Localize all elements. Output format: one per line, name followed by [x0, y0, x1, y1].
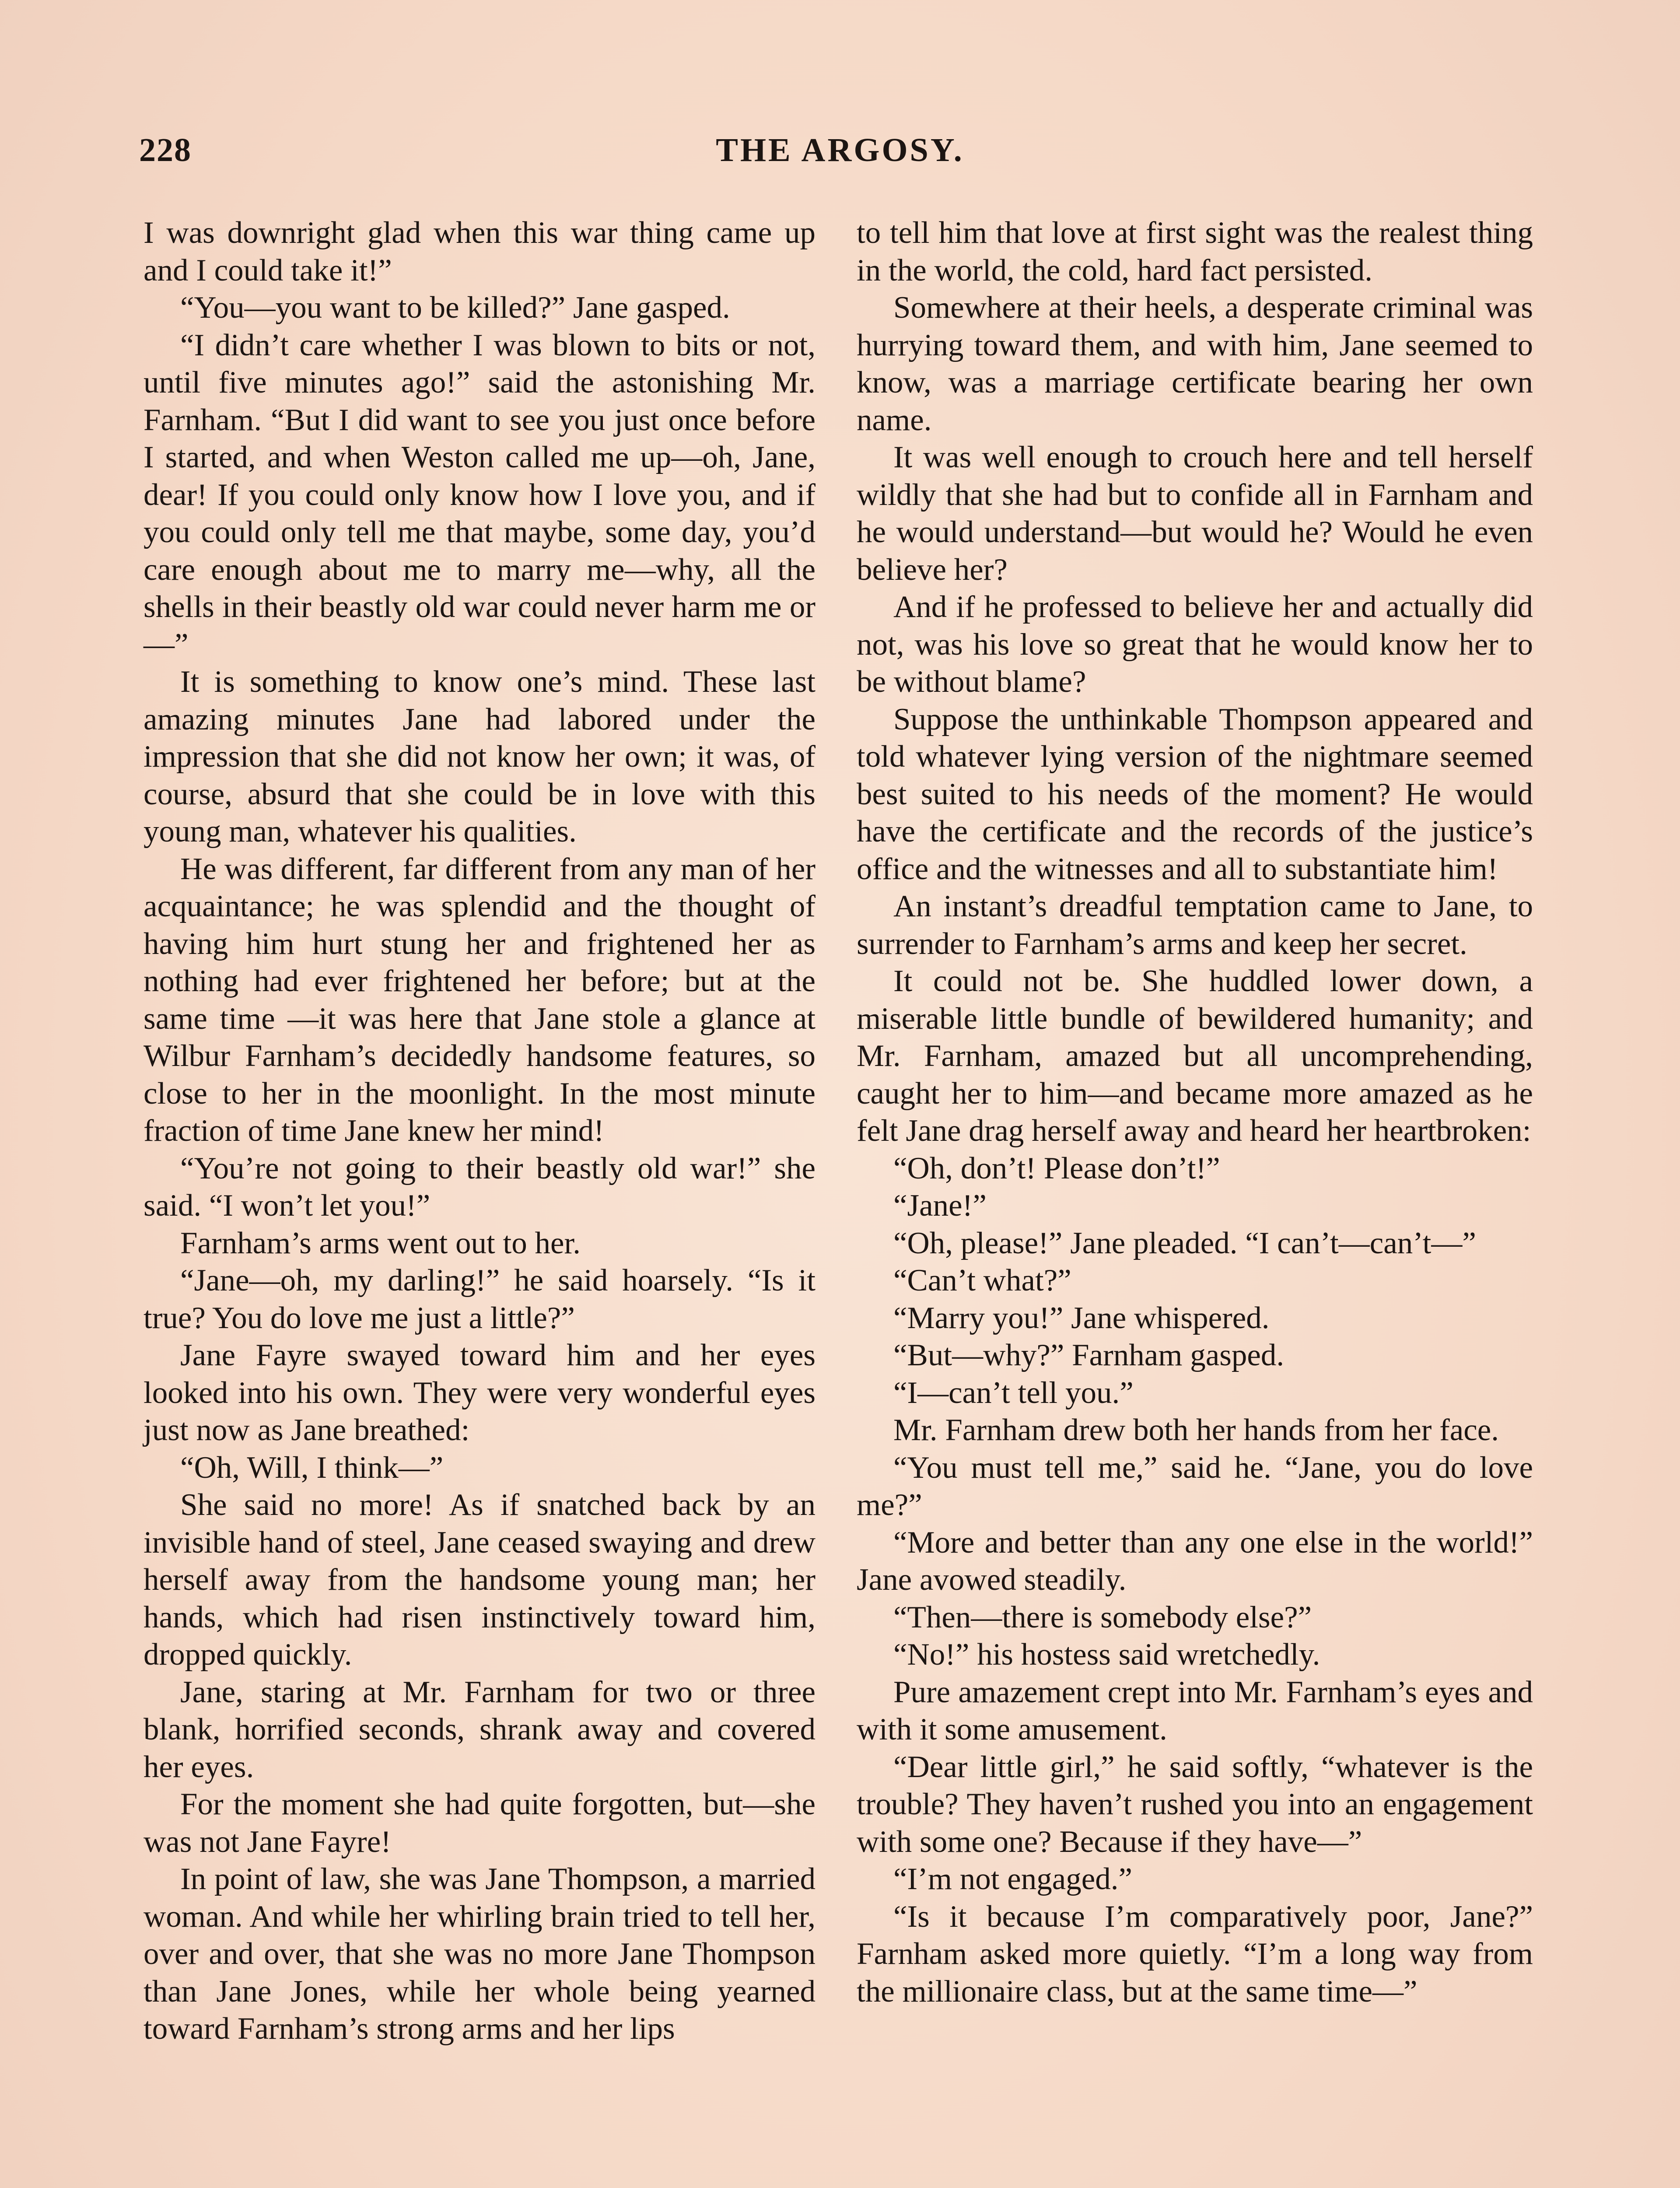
paragraph: It was well enough to crouch here and tell herself wildly that she had but to confide all in Farnham and he would understand—but would he? Would he even believe her?	[857, 440, 1533, 587]
right-text-column	[857, 214, 1533, 2010]
paragraph: “Jane!”	[893, 1189, 987, 1223]
paragraph: He was different, far different from any man of her acquaintance; he was splendid and the thought of having him hurt stung her and frightened her as nothing had ever frightened her before; but at the same time —it was here that Jane stole a glance at Wilbur Farnham’s decidedly handsome features, so close to her in the moonlight. In the most minute fraction of time Jane knew her mind!	[144, 852, 816, 1148]
paragraph: “Then—there is somebody else?”	[893, 1600, 1312, 1634]
paragraph: “Oh, Will, I think—”	[180, 1450, 444, 1485]
left-text-column	[144, 214, 816, 2048]
paragraph: “You’re not going to their beastly old war!” she said. “I won’t let you!”	[144, 1151, 816, 1223]
paragraph: “You must tell me,” said he. “Jane, you do love me?”	[857, 1450, 1533, 1522]
paragraph: “Oh, don’t! Please don’t!”	[893, 1151, 1220, 1185]
paragraph: For the moment she had quite forgotten, but—she was not Jane Fayre!	[144, 1787, 816, 1859]
page-number: 228	[139, 132, 192, 168]
paragraph: “Is it because I’m comparatively poor, Jane?” Farnham asked more quietly. “I’m a long way from the millionaire class, but at the same time—”	[857, 1899, 1533, 2009]
paragraph: In point of law, she was Jane Thompson, a married woman. And while her whirling brain tried to tell her, over and over, that she was no more Jane Thompson than Jane Jones, while her whole being yearned toward Farnham’s strong arms and her lips	[144, 1862, 816, 2046]
paragraph: Somewhere at their heels, a desperate criminal was hurrying toward them, and with him, Jane seemed to know, was a marriage certificate bearing her own name.	[857, 291, 1533, 437]
paragraph: “Dear little girl,” he said softly, “whatever is the trouble? They haven’t rushed you into an engagement with some one? Because if they have—”	[857, 1750, 1533, 1859]
paragraph: An instant’s dreadful temptation came to Jane, to surrender to Farnham’s arms and keep her secret.	[857, 889, 1533, 961]
paragraph: “I didn’t care whether I was blown to bits or not, until five minutes ago!” said the astonishing Mr. Farnham. “But I did want to see you just once before I started, and when Weston called me up—oh, Jane, dear! If you could only know how I love you, and if you could only tell me that maybe, some day, you’d care enough about me to marry me—why, all the shells in their beastly old war could never harm me or—”	[144, 328, 816, 662]
paragraph: “You—you want to be killed?” Jane gasped.	[180, 291, 730, 325]
paragraph: Pure amazement crept into Mr. Farnham’s eyes and with it some amusement.	[857, 1675, 1533, 1746]
paragraph: And if he professed to believe her and actually did not, was his love so great that he would know her to be without blame?	[857, 590, 1533, 699]
paragraph: “No!” his hostess said wretchedly.	[893, 1637, 1320, 1672]
paragraph: Suppose the unthinkable Thompson appeared and told whatever lying version of the nightmare seemed best suited to his needs of the moment? He would have the certificate and the records of the justice’s office and the witnesses and all to substantiate him!	[857, 702, 1533, 886]
paragraph: It is something to know one’s mind. These last amazing minutes Jane had labored under the impression that she did not know her own; it was, of course, absurd that she could be in love with this young man, whatever his qualities.	[144, 665, 816, 849]
paragraph: “Can’t what?”	[893, 1263, 1071, 1297]
paragraph: She said no more! As if snatched back by an invisible hand of steel, Jane ceased swaying and drew herself away from the handsome young man; her hands, which had risen instinctively toward him, dropped quickly.	[144, 1488, 816, 1672]
paragraph: “But—why?” Farnham gasped.	[893, 1338, 1284, 1372]
paragraph: to tell him that love at first sight was the realest thing in the world, the cold, hard fact persisted.	[857, 216, 1533, 288]
paragraph: Jane, staring at Mr. Farnham for two or three blank, horrified seconds, shrank away and covered her eyes.	[144, 1675, 816, 1784]
paragraph: “Marry you!” Jane whispered.	[893, 1301, 1270, 1335]
paragraph: It could not be. She huddled lower down, a miserable little bundle of bewildered humanity; and Mr. Farnham, amazed but all uncomprehending, caught her to him—and became more amazed as he felt Jane drag herself away and heard her heartbroken:	[857, 964, 1533, 1148]
running-title: THE ARGOSY.	[716, 132, 964, 168]
paragraph: “I’m not engaged.”	[893, 1862, 1133, 1896]
paragraph: Jane Fayre swayed toward him and her eyes looked into his own. They were very wonderful eyes just now as Jane breathed:	[144, 1338, 816, 1447]
paragraph: “I—can’t tell you.”	[893, 1375, 1134, 1410]
paragraph: “Jane—oh, my darling!” he said hoarsely. “Is it true? You do love me just a little?”	[144, 1263, 816, 1335]
paragraph: “More and better than any one else in the world!” Jane avowed steadily.	[857, 1525, 1533, 1597]
paragraph: Farnham’s arms went out to her.	[180, 1226, 581, 1260]
paragraph: “Oh, please!” Jane pleaded. “I can’t—can’t—”	[893, 1226, 1476, 1260]
paragraph: I was downright glad when this war thing came up and I could take it!”	[144, 216, 816, 288]
paragraph: Mr. Farnham drew both her hands from her face.	[893, 1413, 1499, 1447]
